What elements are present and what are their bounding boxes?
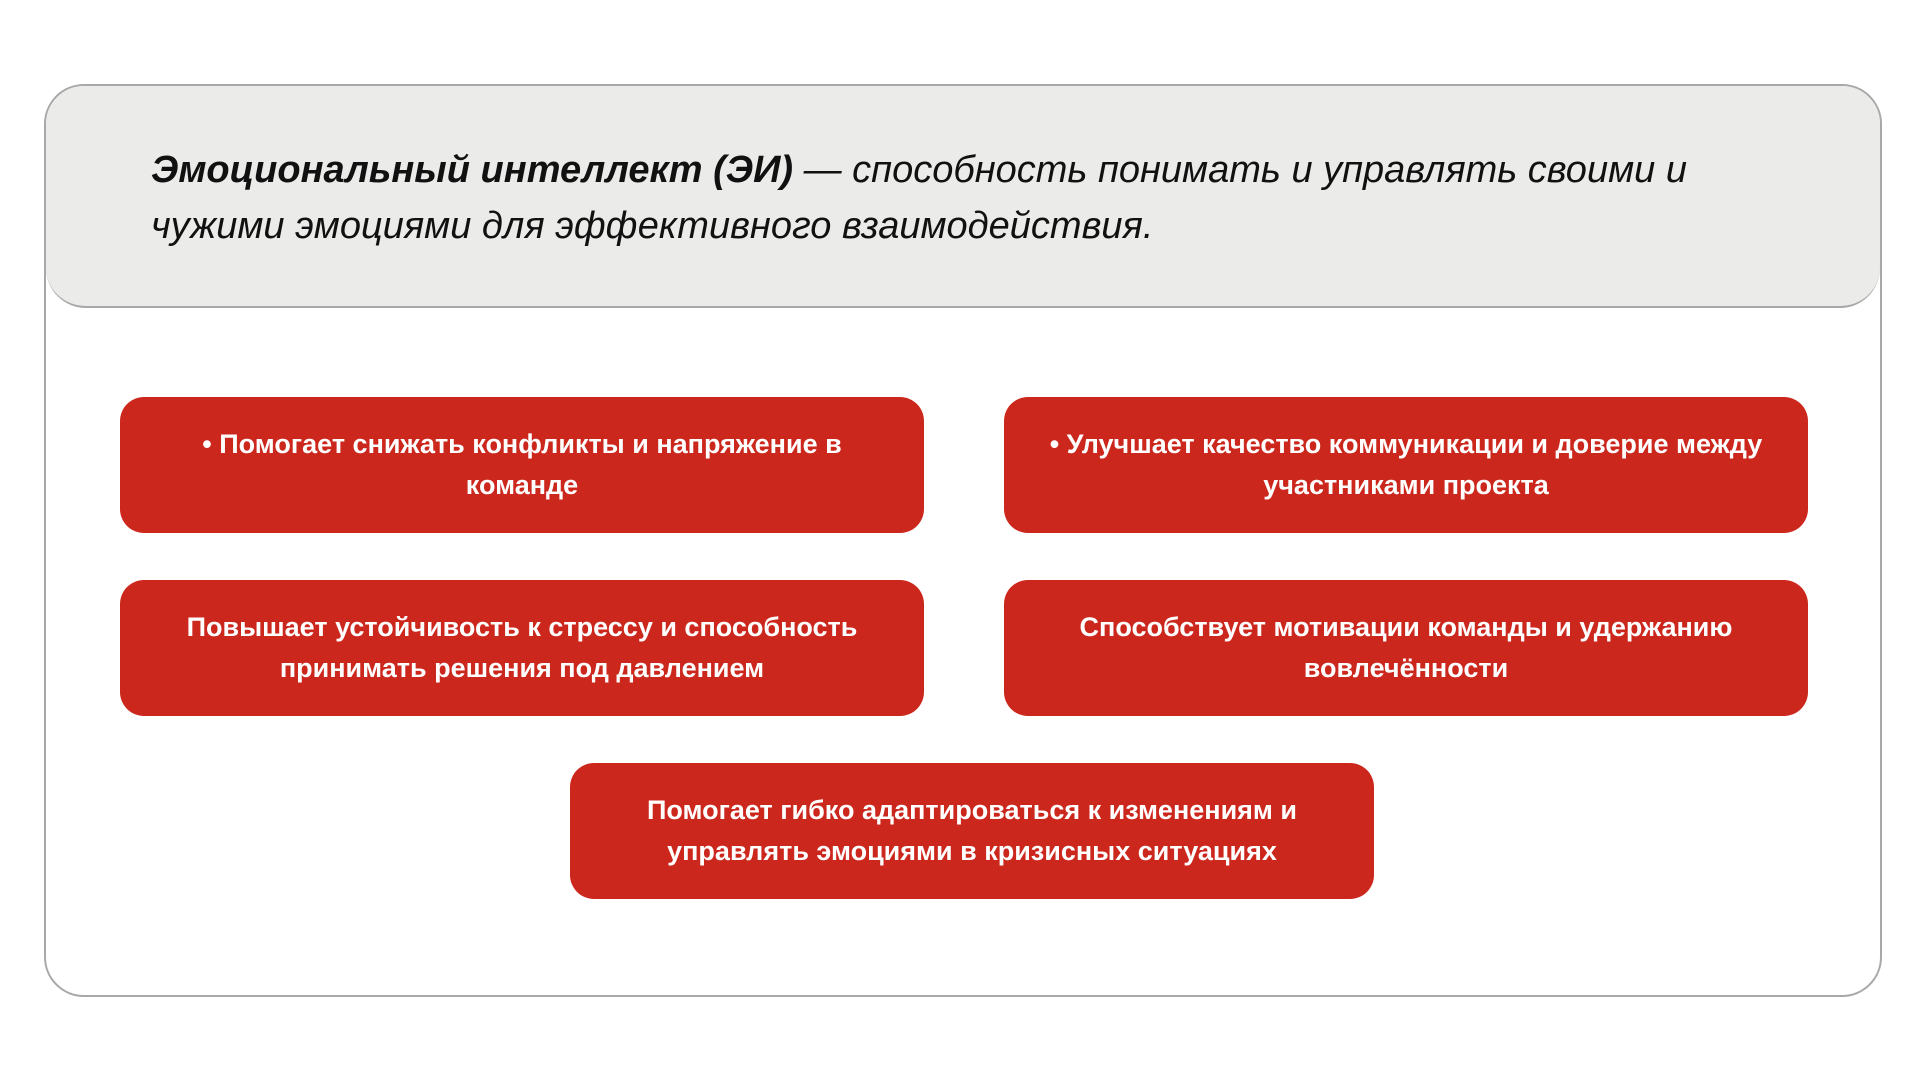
- benefit-card-communication: [1004, 397, 1808, 533]
- definition-text: [151, 142, 1711, 254]
- benefit-card-text: Помогает гибко адаптироваться к изменениям и управлять эмоциями в кризисных ситуациях: [646, 795, 1298, 866]
- benefit-card-motivation: [1004, 580, 1808, 716]
- definition-panel: [46, 86, 1880, 308]
- benefit-card-text: Способствует мотивации команды и удержанию вовлечённости: [1079, 612, 1733, 683]
- benefit-card-stress: [120, 580, 924, 716]
- benefit-card-text: Повышает устойчивость к стрессу и способность принимать решения под давлением: [186, 612, 858, 683]
- benefit-card-adaptation: [570, 763, 1374, 899]
- benefit-card-text: • Улучшает качество коммуникации и доверие между участниками проекта: [1049, 429, 1763, 500]
- benefit-card-text: • Помогает снижать конфликты и напряжение в команде: [202, 429, 842, 500]
- definition-term: Эмоциональный интеллект (ЭИ): [151, 149, 794, 191]
- definition-body: — способность понимать и управлять своими и чужими эмоциями для эффективного взаимодействия.: [151, 149, 1687, 247]
- benefit-card-conflicts: [120, 397, 924, 533]
